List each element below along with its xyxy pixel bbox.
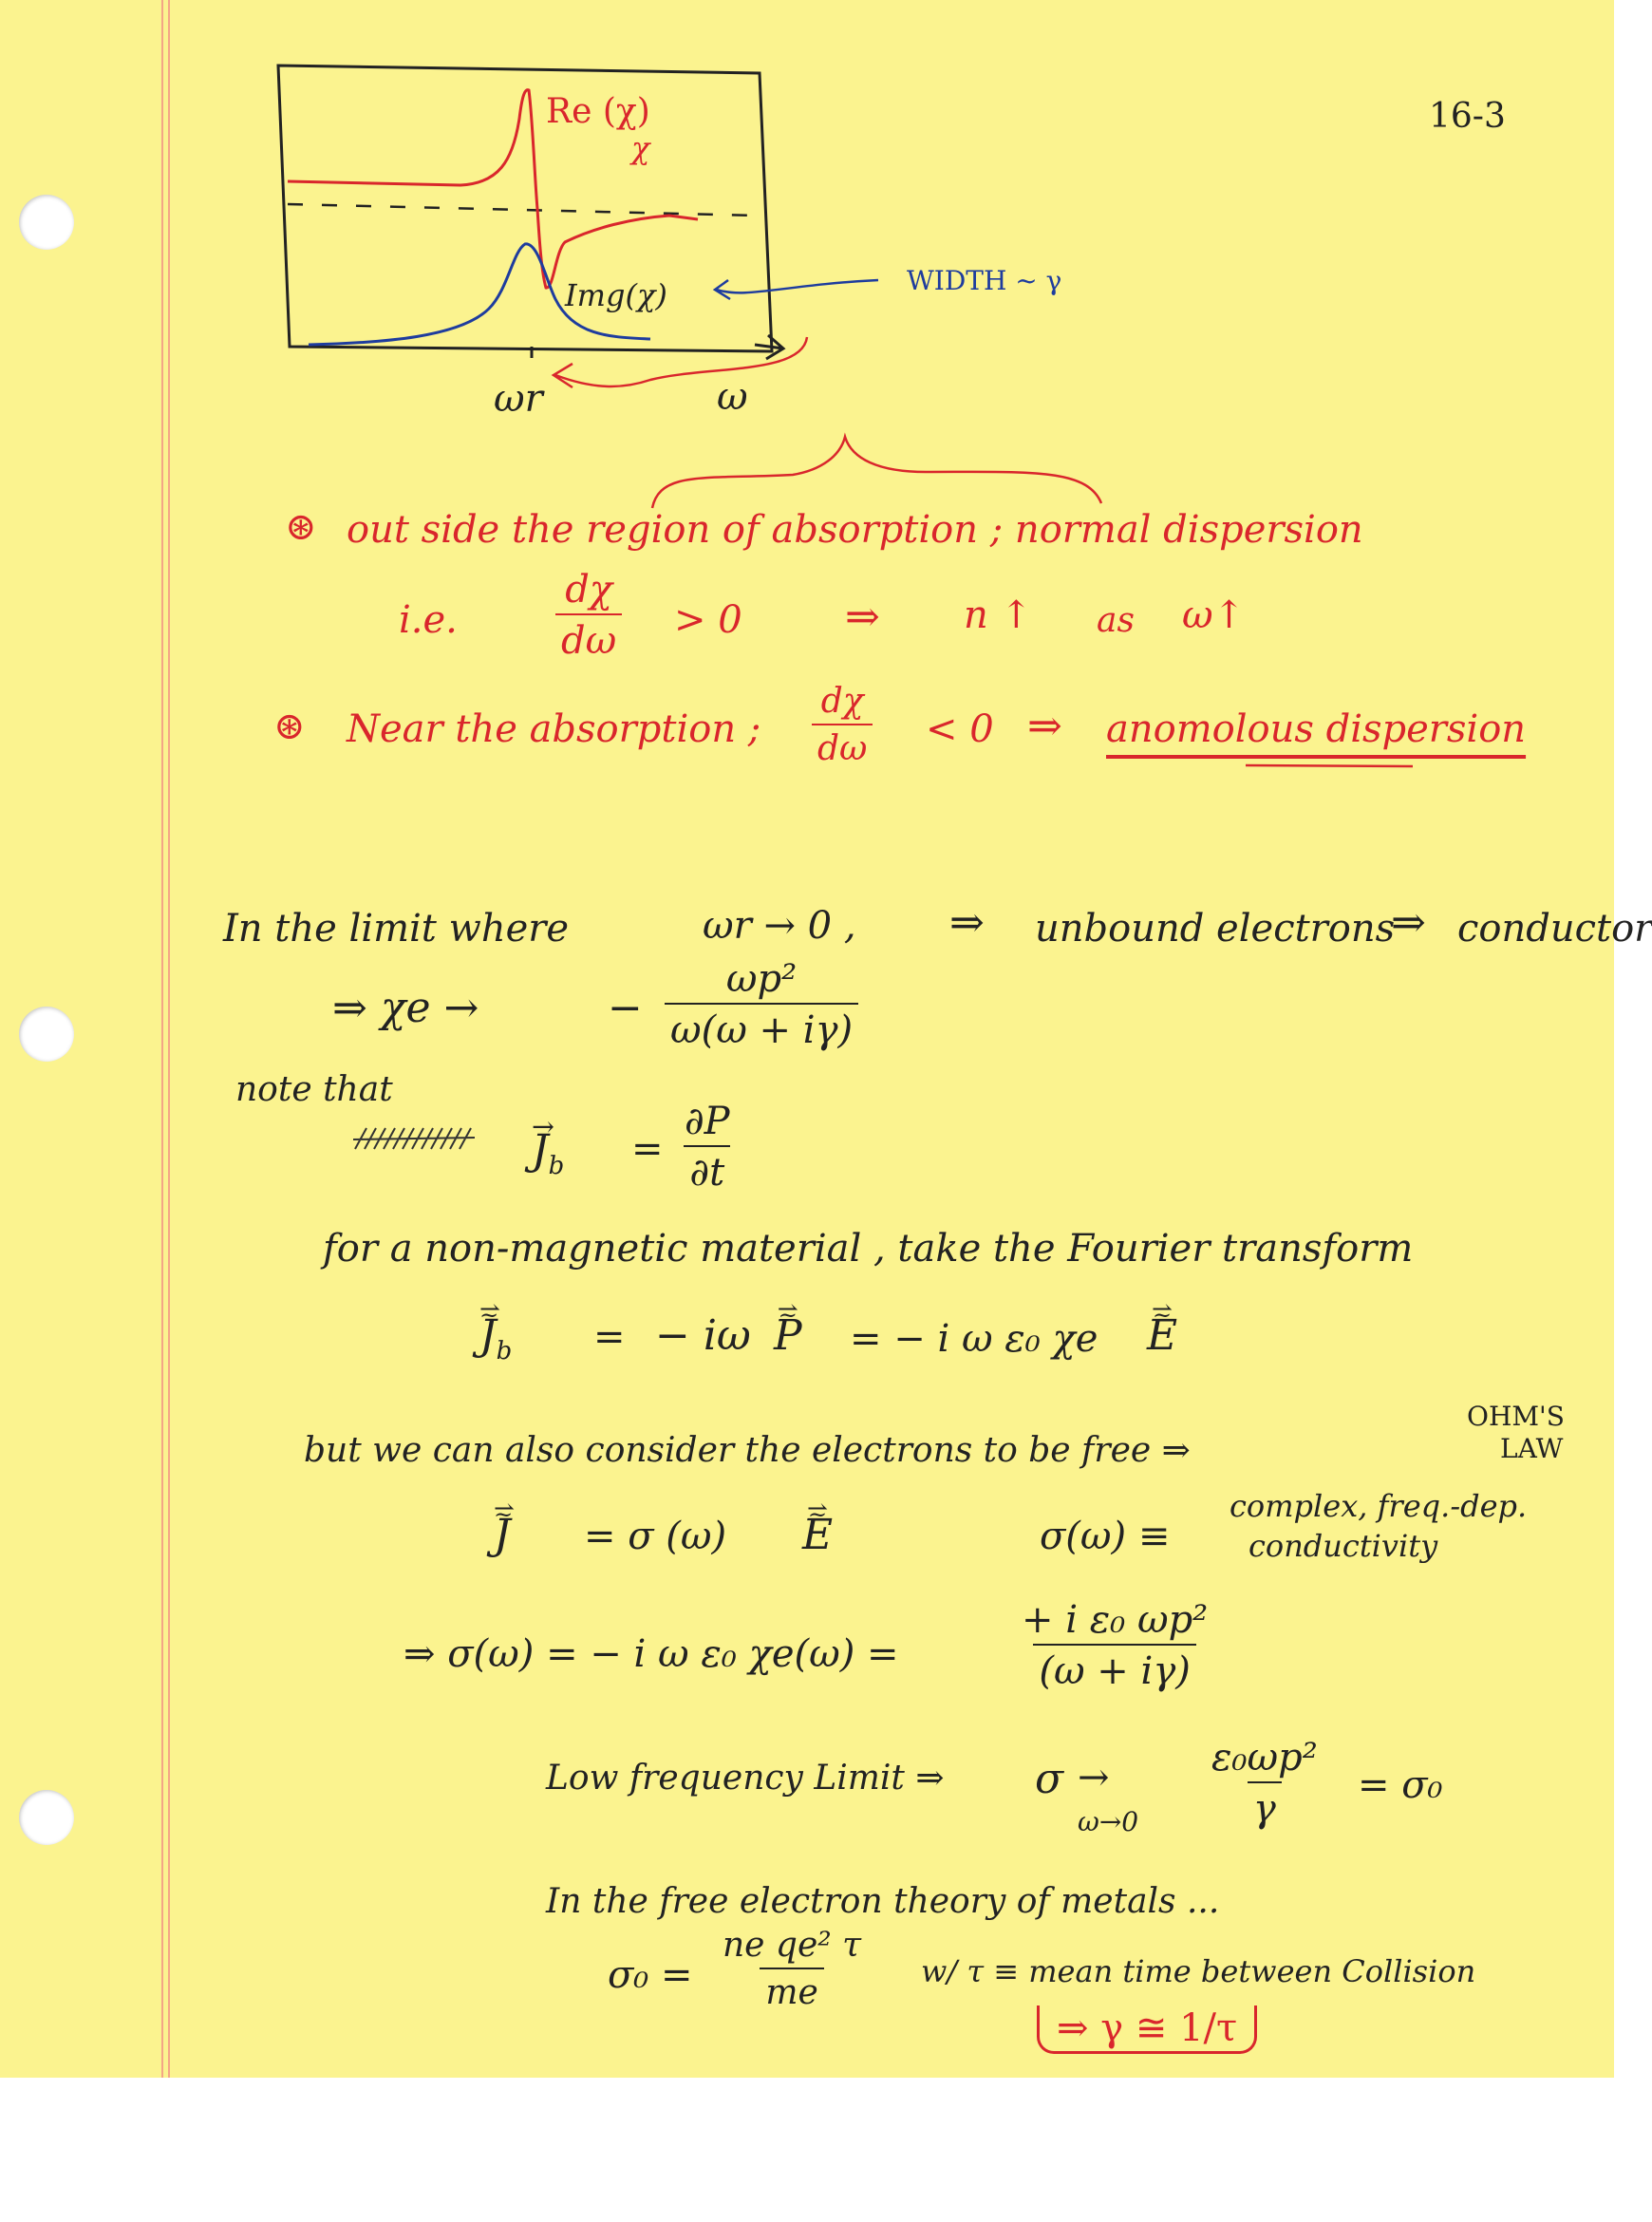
note1-omega: ω↑ (1182, 593, 1246, 637)
low-frequency-text: Low frequency Limit ⇒ (546, 1759, 945, 1798)
chi-limit-num: ωp² (725, 957, 798, 1001)
fourier-field-symbol: ⇀ E ~ (1147, 1315, 1177, 1357)
fourier-current-symbol: ⇀ J ~ (479, 1315, 497, 1357)
unbound-electrons: unbound electrons (1035, 907, 1396, 951)
bound-current-symbol: → J (532, 1130, 549, 1172)
sigma-den: (ω + iγ) (1033, 1644, 1195, 1691)
dashed-baseline (288, 204, 755, 216)
note1-ie: i.e. (399, 598, 458, 642)
binder-hole (19, 195, 74, 250)
note1-implies: ⇒ (845, 593, 880, 641)
limit-implies-1: ⇒ (949, 898, 985, 947)
polarization-den: ∂t (684, 1145, 730, 1193)
ohm-current-symbol: ⇀ J ~ (494, 1515, 511, 1556)
free-electron-text: In the free electron theory of metals ... (546, 1882, 1220, 1921)
note2-text: Near the absorption ; (347, 707, 761, 751)
ohm-field-symbol: ⇀ E ~ (802, 1515, 833, 1556)
ohm-label-2: LAW (1500, 1433, 1564, 1464)
chi-limit-fraction (665, 959, 858, 1050)
page-number: 16-3 (1429, 97, 1506, 136)
tau-definition: w/ τ ≡ mean time between Collision (921, 1953, 1476, 1989)
ohm-label-1: OHM'S (1467, 1401, 1565, 1432)
low-frequency-den: γ (1248, 1781, 1282, 1829)
note2-frac-num: dχ (820, 682, 864, 721)
w-axis-label: ω (717, 375, 748, 419)
fourier-polarization-symbol: ⇀ P ~ (774, 1315, 802, 1357)
fourier-polarization (774, 1311, 802, 1360)
ohm-current (494, 1511, 511, 1559)
sigma-fraction (1016, 1600, 1213, 1691)
absorption-brace (650, 432, 1106, 518)
bound-current-equals: = (631, 1127, 664, 1171)
width-note: WIDTH ~ γ (907, 265, 1062, 296)
binder-hole (19, 1790, 74, 1845)
note2-result: anomolous dispersion (1106, 707, 1527, 751)
binder-hole (19, 1007, 74, 1062)
conductor: conductor (1457, 907, 1652, 951)
sigma-equation: ⇒ σ(ω) = − i ω ε₀ χe(ω) = (404, 1632, 899, 1676)
note1-frac-den: dω (555, 613, 622, 661)
ohm-text: but we can also consider the electrons to be free ⇒ (304, 1431, 1191, 1470)
fourier-equals: = (593, 1315, 626, 1359)
chi-limit-den: ω(ω + iγ) (665, 1003, 858, 1050)
bound-current-eq (532, 1126, 565, 1180)
limit-condition: ωr → 0 , (703, 904, 856, 948)
bound-current-subscript: b (548, 1151, 565, 1180)
width-pointer-arrow (715, 280, 878, 299)
chi-label: χ (631, 130, 650, 166)
note2-implies: ⇒ (1027, 702, 1062, 750)
fourier-text: for a non-magnetic material , take the Fourier transform (323, 1227, 1414, 1271)
margin-line (161, 0, 163, 2078)
sigma-description-1: complex, freq.-dep. (1230, 1488, 1528, 1524)
chi-limit: ⇒ χe → (332, 984, 479, 1032)
margin-line (168, 0, 170, 2078)
note1-bullet: ⊛ (285, 505, 317, 549)
ohm-equation: = σ (ω) (584, 1515, 727, 1558)
graph-frame (278, 66, 772, 351)
low-frequency-fraction (1206, 1738, 1323, 1829)
sigma-num: + i ε₀ ωp² (1022, 1598, 1209, 1642)
fourier-field (1147, 1311, 1178, 1360)
note1-result: n ↑ (964, 593, 1032, 637)
chi-limit-minus: − (608, 984, 643, 1032)
note2-lt: < 0 (926, 707, 994, 751)
low-frequency-arrow: → (1078, 1756, 1110, 1799)
fourier-current (479, 1311, 513, 1365)
low-frequency-num: ε₀ωp² (1211, 1736, 1318, 1779)
gamma-tau-relation: ⇒ γ ≅ 1/τ (1037, 2005, 1257, 2054)
pointer-to-wr (554, 337, 807, 387)
note1-text: out side the region of absorption ; normal dispersion (347, 508, 1363, 552)
limit-intro: In the limit where (223, 907, 570, 951)
low-frequency-under: ω→0 (1078, 1806, 1139, 1837)
note1-frac-num: dχ (565, 568, 613, 612)
note1-as: as (1097, 601, 1135, 640)
sigma-description-2: conductivity (1248, 1528, 1438, 1564)
scratched-out-text (351, 1120, 484, 1158)
wr-axis-label: ωr (494, 377, 543, 421)
limit-implies-2: ⇒ (1391, 898, 1426, 947)
sigma0-lhs: σ₀ = (608, 1953, 693, 1997)
low-frequency-result: = σ₀ (1358, 1763, 1443, 1807)
ohm-field (802, 1511, 834, 1559)
note-that-label: note that (235, 1070, 393, 1109)
note2-derivative (812, 684, 873, 767)
low-frequency-sigma: σ (1035, 1755, 1064, 1803)
note1-derivative (555, 570, 622, 661)
fourier-rhs: = − i ω ε₀ χe (850, 1317, 1098, 1361)
note2-frac-den: dω (812, 724, 873, 767)
imaginary-part-label: Img(χ) (565, 277, 667, 313)
sigma0-den: me (760, 1968, 823, 2011)
axis-arrow (755, 335, 783, 359)
sigma0-fraction (717, 1928, 867, 2011)
fourier-current-subscript: b (496, 1336, 513, 1365)
sigma-definition: σ(ω) ≡ (1040, 1515, 1171, 1558)
polarization-derivative (679, 1102, 736, 1193)
double-underline (1244, 760, 1415, 771)
fourier-mid: − iω (655, 1311, 751, 1360)
note1-gt: > 0 (674, 598, 742, 642)
real-part-label: Re (χ) (546, 92, 650, 131)
polarization-num: ∂P (685, 1100, 730, 1143)
note2-bullet: ⊛ (273, 705, 306, 748)
sigma0-num: ne qe² τ (723, 1926, 862, 1965)
resonance-graph (271, 62, 802, 366)
